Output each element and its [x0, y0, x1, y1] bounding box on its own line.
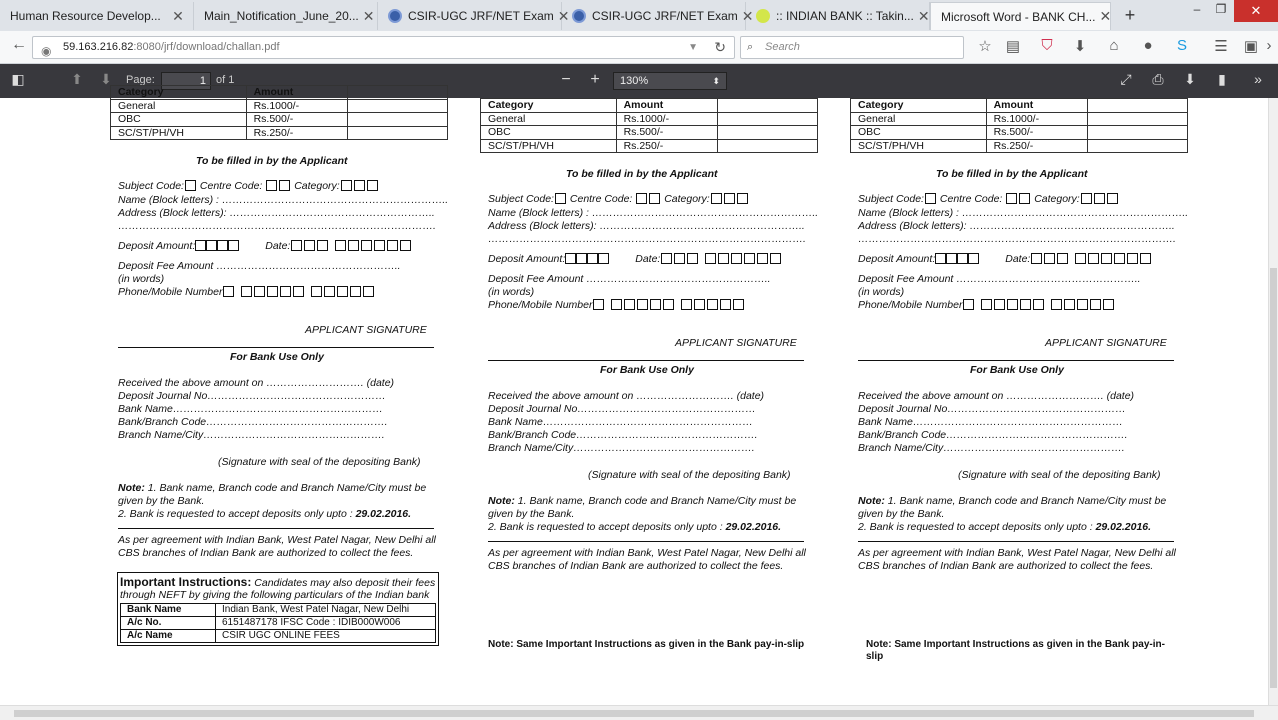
close-tab-icon[interactable]: ✕ — [172, 7, 184, 24]
extension-icon[interactable]: ▣ — [1243, 38, 1259, 55]
fee-table — [110, 85, 448, 140]
tab-title: :: INDIAN BANK :: Takin... — [776, 9, 914, 23]
next-page-icon[interactable]: ⬇ — [100, 71, 112, 87]
search-placeholder: Search — [765, 41, 800, 53]
challan-column-1: Category Amount General Rs.1000/- OBC Rs.500/- SC/ST/PH/VH Rs.250/- To be filled in by the Applicant Subject Code: Centre Code: Category: Name (Block letters) : ……………………………………………………….. Address (Block letters): ………………………………………………….. ………………………………………………………………………………. Deposit Amount: Date: Deposit Fee Amount …………………………………………….. (in words) Phone/Mobile Number APPLICANT SIGNATURE For Bank Use Only Received the above amount on ………………………. (date) Deposit Journal No…………………………………………… Bank Name…………………………………………………… Bank/Branch Code……………………………………………. Branch Name/City……………………………………………. (Signature with seal of the depositing Bank) Note: 1. Bank name, Branch code and Branch Name/City must be given by the Bank. 2. Bank is requested to accept deposits only upto : 29.02.2016. As per agreement with Indian Bank, West Patel Nagar, New Delhi all CBS branches of Indian Bank are authorized to collect the fees. Important Instructions: Candidates may also deposit their fees through NEFT by giving the following particulars of the Indian bank Bank Name Indian Bank, West Patel Nagar, New Delhi A/c No. 6151487178 IFSC Code : IDIB000W006 A/c Name CSIR UGC ONLINE FEES — [110, 85, 455, 685]
cell: OBC — [111, 113, 247, 127]
tab-title: CSIR-UGC JRF/NET Exam — [408, 9, 554, 23]
back-arrow-icon[interactable]: ← — [11, 36, 27, 53]
cell: SC/ST/PH/VH — [111, 126, 247, 140]
save-icon[interactable]: ⬇ — [1184, 71, 1196, 87]
note-block: Note: 1. Bank name, Branch code and Branch Name/City must be given by the Bank. 2. Bank is requested to accept deposits only upto : 29.02.2016. — [118, 482, 427, 520]
pdf-document — [0, 86, 1268, 705]
zoom-in-icon[interactable]: + — [590, 71, 600, 88]
gear-favicon-icon — [572, 9, 586, 23]
horizontal-scrollbar[interactable] — [0, 705, 1278, 720]
fullscreen-icon[interactable]: ⤢ — [1120, 71, 1132, 87]
download-icon[interactable]: ⬇ — [1073, 38, 1087, 55]
cell: Rs.250/- — [246, 126, 347, 140]
close-tab-icon[interactable]: ✕ — [557, 7, 570, 24]
page-number-input[interactable]: 1 — [161, 72, 211, 90]
tab-microsoft-word[interactable] — [930, 2, 1111, 30]
search-box[interactable] — [740, 36, 964, 59]
reload-icon[interactable]: ↻ — [714, 39, 726, 55]
fee-table: Category Amount General Rs.1000/- OBC Rs.500/- SC/ST/PH/VH Rs.250/- — [480, 98, 818, 153]
bank-seal: (Signature with seal of the depositing Bank) — [218, 456, 421, 468]
tab-main-notification[interactable] — [194, 2, 378, 30]
url-host: 59.163.216.82 — [63, 41, 134, 53]
overflow-icon[interactable]: › — [1266, 37, 1272, 54]
close-tab-icon[interactable]: ✕ — [1099, 8, 1112, 24]
in-words: (in words) — [118, 273, 165, 285]
fee-table: Category Amount General Rs.1000/- OBC Rs.500/- SC/ST/PH/VH Rs.250/- — [850, 98, 1188, 153]
cell: General — [111, 99, 247, 113]
tab-hrd[interactable] — [0, 2, 194, 30]
zoom-value: 130% — [620, 75, 649, 87]
header-category: Category — [111, 86, 247, 100]
close-tab-icon[interactable]: ✕ — [741, 7, 754, 24]
search-icon: ⌕ — [747, 41, 754, 53]
navigation-bar — [0, 31, 1278, 64]
history-dropdown-icon[interactable]: ▼ — [688, 42, 698, 53]
previous-page-icon[interactable]: ⬆ — [71, 71, 83, 87]
to-be-filled-heading: To be filled in by the Applicant — [196, 155, 348, 167]
divider — [118, 347, 434, 348]
print-icon[interactable]: ⎙ — [1152, 71, 1164, 87]
zoom-select[interactable] — [613, 72, 727, 90]
chevron-updown-icon: ⬍ — [712, 76, 720, 86]
tab-csir-2[interactable] — [562, 2, 754, 30]
tab-title: Microsoft Word - BANK CH... — [941, 9, 1096, 24]
tab-indian-bank[interactable] — [746, 2, 930, 30]
tab-title: Main_Notification_June_20... — [204, 9, 359, 23]
deposit-amount-line: Deposit Amount: Date: — [118, 240, 412, 252]
restore-icon[interactable]: ❐ — [1215, 2, 1227, 16]
page-label: Page: — [126, 74, 155, 86]
minimize-icon[interactable]: – — [1193, 2, 1201, 16]
page-total: of 1 — [216, 74, 235, 86]
code-line: Subject Code: Centre Code: Category: — [118, 180, 379, 192]
agreement-text: As per agreement with Indian Bank, West Patel Nagar, New Delhi all CBS branches of Indian Bank are authorized to collect the fees. — [118, 534, 436, 559]
tab-title: CSIR-UGC JRF/NET Exam — [592, 9, 738, 23]
name-line: Name (Block letters) : ……………………………………………………….. — [118, 194, 449, 206]
home-icon[interactable]: ⌂ — [1109, 37, 1119, 54]
leaf-favicon-icon — [756, 9, 770, 23]
same-instructions-note: Note: Same Important Instructions as given in the Bank pay-in-slip — [488, 639, 805, 650]
cell: Rs.500/- — [246, 113, 347, 127]
important-instructions-box: Important Instructions: Candidates may also deposit their fees through NEFT by giving the following particulars of the Indian bank Bank Name Indian Bank, West Patel Nagar, New Delhi A/c No. 6151487178 IFSC Code : IDIB000W006 A/c Name CSIR UGC ONLINE FEES — [117, 572, 439, 646]
scroll-thumb[interactable] — [1270, 268, 1277, 688]
tools-icon[interactable]: » — [1254, 71, 1262, 87]
chat-icon[interactable]: ● — [1143, 37, 1153, 54]
tab-csir-1[interactable] — [378, 2, 570, 30]
close-tab-icon[interactable]: ✕ — [362, 7, 375, 24]
same-instructions-note: Note: Same Important Instructions as given in the Bank pay-in- slip — [866, 639, 1165, 662]
bank-details-table: Bank Name Indian Bank, West Patel Nagar, New Delhi A/c No. 6151487178 IFSC Code : IDIB000W006 A/c Name CSIR UGC ONLINE FEES — [120, 603, 436, 643]
cell: Rs.1000/- — [246, 99, 347, 113]
challan-column-2: Category Amount General Rs.1000/- OBC Rs.500/- SC/ST/PH/VH Rs.250/- To be filled in by the Applicant Subject Code: Centre Code: Category: Name (Block letters) : ……………………………………………………….. Address (Block letters): ………………………………………………….. ………………………………………………………………………………. Deposit Amount: Date: Deposit Fee Amount …………………………………………….. (in words) Phone/Mobile Number APPLICANT SIGNATURE For Bank Use Only Received the above amount on ………………………. (date) Deposit Journal No…………………………………………… Bank Name…………………………………………………… Bank/Branch Code……………………………………………. Branch Name/City……………………………………………. (Signature with seal of the depositing Bank) Note: 1. Bank name, Branch code and Branch Name/City must be given by the Bank. 2. Bank is requested to accept deposits only upto : 29.02.2016. As per agreement with Indian Bank, West Patel Nagar, New Delhi all CBS branches of Indian Bank are authorized to collect the fees. Note: Same Important Instructions as given in the Bank pay-in-slip — [480, 98, 825, 698]
applicant-signature: APPLICANT SIGNATURE — [305, 324, 427, 336]
deposit-fee-line: Deposit Fee Amount …………………………………………….. — [118, 260, 401, 272]
header-amount: Amount — [246, 86, 347, 100]
scroll-thumb[interactable] — [14, 710, 1254, 717]
pocket-icon[interactable]: ⛉ — [1041, 37, 1053, 54]
skype-icon[interactable]: S — [1176, 37, 1187, 54]
received-line: Received the above amount on ………………………. (date) — [118, 377, 395, 389]
bookmark-star-icon[interactable]: ☆ — [978, 38, 992, 55]
bank-use-heading: For Bank Use Only — [230, 351, 324, 363]
sidebar-toggle-icon[interactable]: ◧ — [11, 71, 25, 87]
url-path: :8080/jrf/download/challan.pdf — [133, 41, 280, 53]
menu-icon[interactable]: ☰ — [1214, 38, 1228, 55]
url-bar[interactable] — [32, 36, 735, 59]
reading-list-icon[interactable]: ▤ — [1005, 38, 1021, 55]
to-be-filled-heading: To be filled in by the Applicant — [936, 168, 1088, 180]
vertical-scrollbar[interactable] — [1268, 98, 1278, 705]
bookmark-icon[interactable]: ▮ — [1218, 71, 1226, 87]
gear-favicon-icon — [388, 9, 402, 23]
close-window-icon[interactable]: ✕ — [1234, 0, 1278, 22]
to-be-filled-heading: To be filled in by the Applicant — [566, 168, 718, 180]
new-tab-button[interactable]: + — [1124, 5, 1136, 25]
address-line: Address (Block letters): ………………………………………………….. — [118, 207, 435, 219]
globe-icon: ◉ — [41, 44, 52, 58]
phone-line: Phone/Mobile Number — [118, 286, 375, 298]
zoom-out-icon[interactable]: − — [561, 71, 571, 88]
tab-title: Human Resource Develop... — [10, 9, 161, 23]
tab-bar — [0, 0, 1278, 31]
close-tab-icon[interactable]: ✕ — [917, 7, 930, 24]
challan-column-3: Category Amount General Rs.1000/- OBC Rs.500/- SC/ST/PH/VH Rs.250/- To be filled in by the Applicant Subject Code: Centre Code: Category: Name (Block letters) : ……………………………………………………….. Address (Block letters): ………………………………………………….. ………………………………………………………………………………. Deposit Amount: Date: Deposit Fee Amount …………………………………………….. (in words) Phone/Mobile Number APPLICANT SIGNATURE For Bank Use Only Received the above amount on ………………………. (date) Deposit Journal No…………………………………………… Bank Name…………………………………………………… Bank/Branch Code……………………………………………. Branch Name/City……………………………………………. (Signature with seal of the depositing Bank) Note: 1. Bank name, Branch code and Branch Name/City must be given by the Bank. 2. Bank is requested to accept deposits only upto : 29.02.2016. As per agreement with Indian Bank, West Patel Nagar, New Delhi all CBS branches of Indian Bank are authorized to collect the fees. Note: Same Important Instructions as given in the Bank pay-in- slip — [850, 98, 1195, 698]
